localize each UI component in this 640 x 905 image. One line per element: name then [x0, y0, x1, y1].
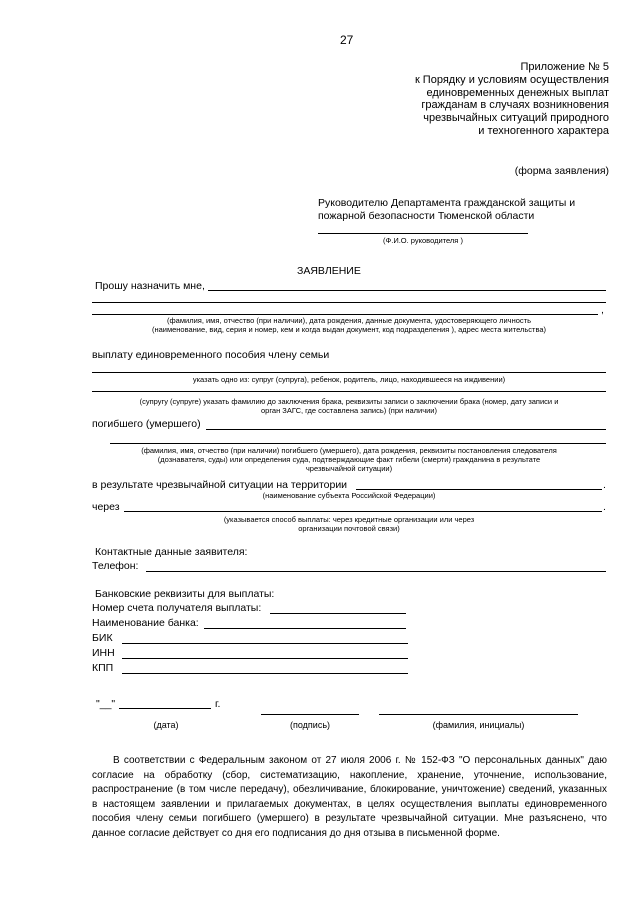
signature-hint: (подпись) — [289, 720, 331, 730]
appendix-line: гражданам в случаях возникновения — [421, 99, 609, 112]
date-hint: (дата) — [153, 720, 179, 730]
phone-field[interactable] — [146, 571, 606, 572]
quote-close: " — [111, 698, 116, 710]
emergency-field[interactable] — [356, 489, 602, 490]
appendix-line: и техногенного характера — [478, 124, 609, 137]
month-field[interactable] — [119, 708, 211, 709]
account-label: Номер счета получателя выплаты: — [92, 602, 262, 614]
signature-field[interactable] — [261, 714, 359, 715]
request-comma: , — [601, 304, 604, 316]
deceased-field-2[interactable] — [110, 443, 606, 444]
contacts-heading: Контактные данные заявителя: — [95, 546, 248, 558]
date-quote — [96, 698, 115, 710]
request-field-2[interactable] — [92, 302, 606, 303]
addressee-hint: (Ф.И.О. руководителя ) — [383, 236, 463, 245]
year-label: г. — [215, 698, 221, 710]
name-hint: (фамилия, инициалы) — [432, 720, 525, 730]
appendix-line: чрезвычайных ситуаций природного — [423, 112, 609, 125]
emergency-hint: (наименование субъекта Российской Федерации) — [262, 491, 436, 500]
bik-label: БИК — [92, 632, 113, 644]
form-label: (форма заявления) — [514, 165, 609, 177]
deceased-field-1[interactable] — [206, 429, 606, 430]
request-field-1[interactable] — [208, 290, 606, 291]
deceased-hint: (дознавателя, суды) или определения суда, подтверждающие факт гибели (смерти) гражданина в результате — [157, 455, 541, 464]
emergency-label: в результате чрезвычайной ситуации на территории — [92, 479, 348, 491]
via-dot: . — [603, 501, 606, 513]
appendix-header — [415, 61, 609, 138]
phone-label: Телефон: — [92, 560, 139, 572]
document-title: ЗАЯВЛЕНИЕ — [297, 265, 361, 277]
name-field[interactable] — [379, 714, 578, 715]
deceased-label: погибшего (умершего) — [92, 418, 201, 430]
account-field[interactable] — [270, 613, 406, 614]
addressee-line: пожарной безопасности Тюменской области — [318, 210, 535, 222]
via-hint: (указывается способ выплаты: через кредитные организации или через — [223, 515, 475, 524]
addressee-line: Руководителю Департамента гражданской защиты и — [318, 197, 576, 209]
via-hint: организации почтовой связи) — [298, 524, 400, 533]
bank-name-field[interactable] — [204, 628, 406, 629]
via-field[interactable] — [124, 511, 602, 512]
appendix-line: единовременных денежных выплат — [426, 86, 609, 99]
spouse-hint: орган ЗАГС, где составлена запись) (при наличии) — [261, 406, 437, 415]
payment-label: выплату единовременного пособия члену семьи — [92, 349, 330, 361]
request-hint: (наименование, вид, серия и номер, кем и когда выдан документ, код подразделения ), адрес места жительства) — [151, 325, 547, 334]
deceased-hint: (фамилия, имя, отчество (при наличии) погибшего (умершего), дата рождения, реквизиты постановления следователя — [141, 446, 557, 455]
bank-heading: Банковские реквизиты для выплаты: — [95, 588, 275, 600]
consent-paragraph: В соответствии с Федеральным законом от 27 июля 2006 г. № 152-ФЗ "О персональных данных" даю согласие на обработку (сбор, систематизацию, накопление, хранение, уточнение, использование, распространение (в том числе передачу), обезличивание, блокирование, уничтожение) сведений, указанных в настоящем заявлении и прилагаемых документах, в целях осуществления выплаты единовременного пособия члену семьи погибшего (умершего) в результате чрезвычайной ситуации. Мне разъяснено, что данное согласие действует со дня его подписания до дня отзыва в письменной форме. — [92, 755, 607, 839]
deceased-hint: чрезвычайной ситуации) — [305, 464, 393, 473]
day-field[interactable]: __ — [99, 698, 112, 710]
spouse-hint: (супругу (супруге) указать фамилию до заключения брака, реквизиты записи о заключении брака (номер, дату записи и — [139, 397, 559, 406]
kpp-field[interactable] — [122, 673, 408, 674]
inn-label: ИНН — [92, 647, 115, 659]
quote-open: " — [96, 698, 100, 710]
request-hint: (фамилия, имя, отчество (при наличии), дата рождения, данные документа, удостоверяющего личность — [167, 316, 531, 325]
request-field-3[interactable] — [92, 314, 598, 315]
page-number: 27 — [340, 33, 354, 47]
kpp-label: КПП — [92, 662, 114, 674]
inn-field[interactable] — [122, 658, 408, 659]
appendix-line: Приложение № 5 — [520, 61, 609, 73]
bik-field[interactable] — [122, 643, 408, 644]
payment-hint: указать одно из: супруг (супруга), ребенок, родитель, лицо, находившееся на иждивении) — [192, 375, 506, 384]
request-label: Прошу назначить мне, — [95, 280, 205, 292]
spouse-field[interactable] — [92, 391, 606, 392]
via-label: через — [92, 501, 120, 513]
appendix-line: к Порядку и условиям осуществления — [414, 73, 609, 86]
emergency-dot: . — [603, 479, 606, 491]
addressee-field[interactable] — [318, 233, 528, 234]
bank-name-label: Наименование банка: — [92, 617, 199, 629]
payment-field[interactable] — [92, 372, 606, 373]
